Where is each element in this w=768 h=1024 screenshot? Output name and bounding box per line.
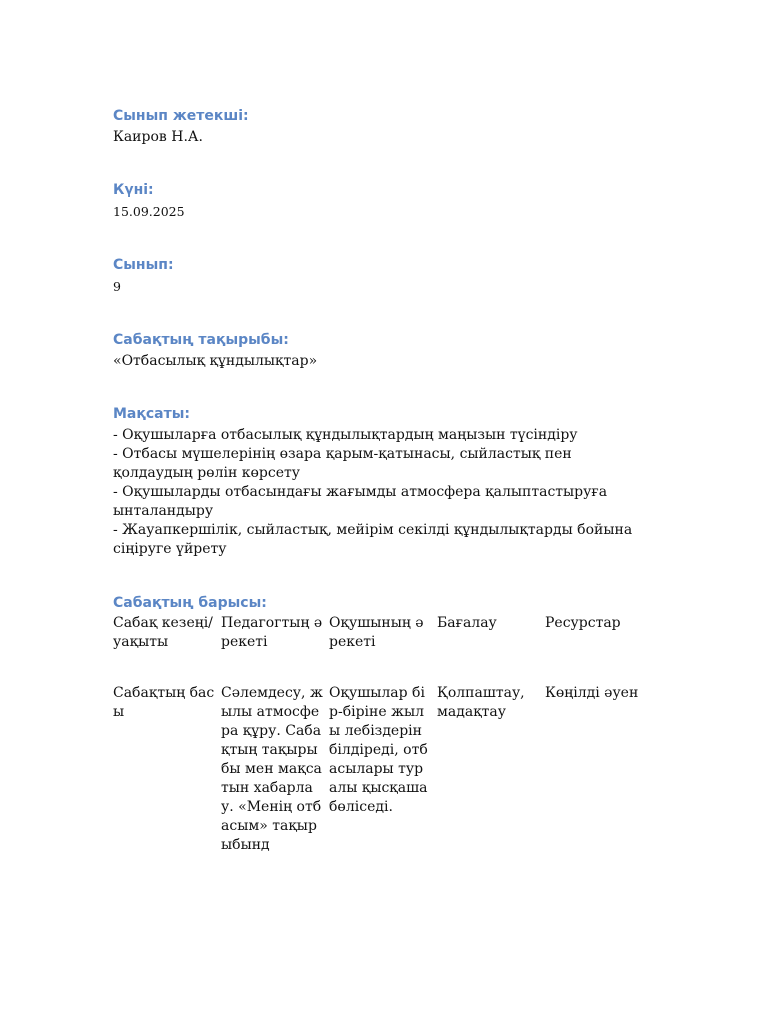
table-cell-stage	[113, 684, 221, 855]
column-header-assessment: Бағалау	[437, 615, 497, 631]
goals-label: Мақсаты:	[113, 406, 190, 422]
column-header-resources: Ресурстар	[545, 615, 621, 631]
date-value: 15.09.2025	[113, 204, 185, 219]
teacher-section	[113, 106, 648, 180]
class-label: Сынып:	[113, 257, 174, 273]
column-header-stage: Сабақ кезеңі/уақыты	[113, 615, 213, 650]
date-section	[113, 180, 648, 255]
topic-section	[113, 330, 648, 404]
table-cell-student-action	[329, 684, 437, 855]
goal-item: - Жауапкершілік, сыйластық, мейірім секілді құндылықтарды бойына сіңіруге үйрету	[113, 522, 633, 557]
goal-item: - Оқушыларға отбасылық құндылықтардың маңызын түсіндіру	[113, 427, 578, 443]
topic-label: Сабақтың тақырыбы:	[113, 332, 289, 348]
table-row	[113, 684, 653, 855]
teacher-value: Каиров Н.А.	[113, 129, 203, 145]
column-header-teacher-action: Педагогтың әрекеті	[221, 615, 323, 650]
lesson-plan-document	[113, 106, 648, 855]
class-value: 9	[113, 279, 121, 294]
teacher-label: Сынып жетекші:	[113, 108, 249, 124]
lesson-flow-table	[113, 614, 653, 855]
table-header-row	[113, 614, 653, 684]
cell-text: Көңілді әуен	[545, 685, 639, 701]
table-cell-assessment	[437, 684, 545, 855]
goals-list	[113, 426, 648, 559]
date-label: Күні:	[113, 182, 154, 198]
goal-item: - Отбасы мүшелерінің өзара қарым-қатынасы, сыйластық пен қолдаудың рөлін көрсету	[113, 446, 572, 481]
cell-text: Оқушылар бір-біріне жылы лебіздерін білдіреді, отбасылары туралы қысқаша бөліседі.	[329, 685, 428, 815]
cell-text: Сабақтың басы	[113, 685, 215, 720]
goal-item: - Оқушыларды отбасындағы жағымды атмосфера қалыптастыруға ынталандыру	[113, 484, 608, 519]
lesson-flow-section	[113, 593, 648, 855]
table-cell-resources	[545, 684, 653, 855]
cell-text: Қолпаштау, мадақтау	[437, 685, 525, 720]
goals-section	[113, 404, 648, 593]
topic-value: «Отбасылық құндылықтар»	[113, 353, 318, 369]
column-header-student-action: Оқушының әрекеті	[329, 615, 424, 650]
cell-text: Сәлемдесу, жылы атмосфера құру. Сабақтың тақырыбы мен мақсатын хабарлау. «Менің отбасым» тақырыбынд	[221, 685, 323, 853]
lesson-flow-label: Сабақтың барысы:	[113, 595, 267, 611]
class-section	[113, 255, 648, 330]
table-cell-teacher-action	[221, 684, 329, 855]
